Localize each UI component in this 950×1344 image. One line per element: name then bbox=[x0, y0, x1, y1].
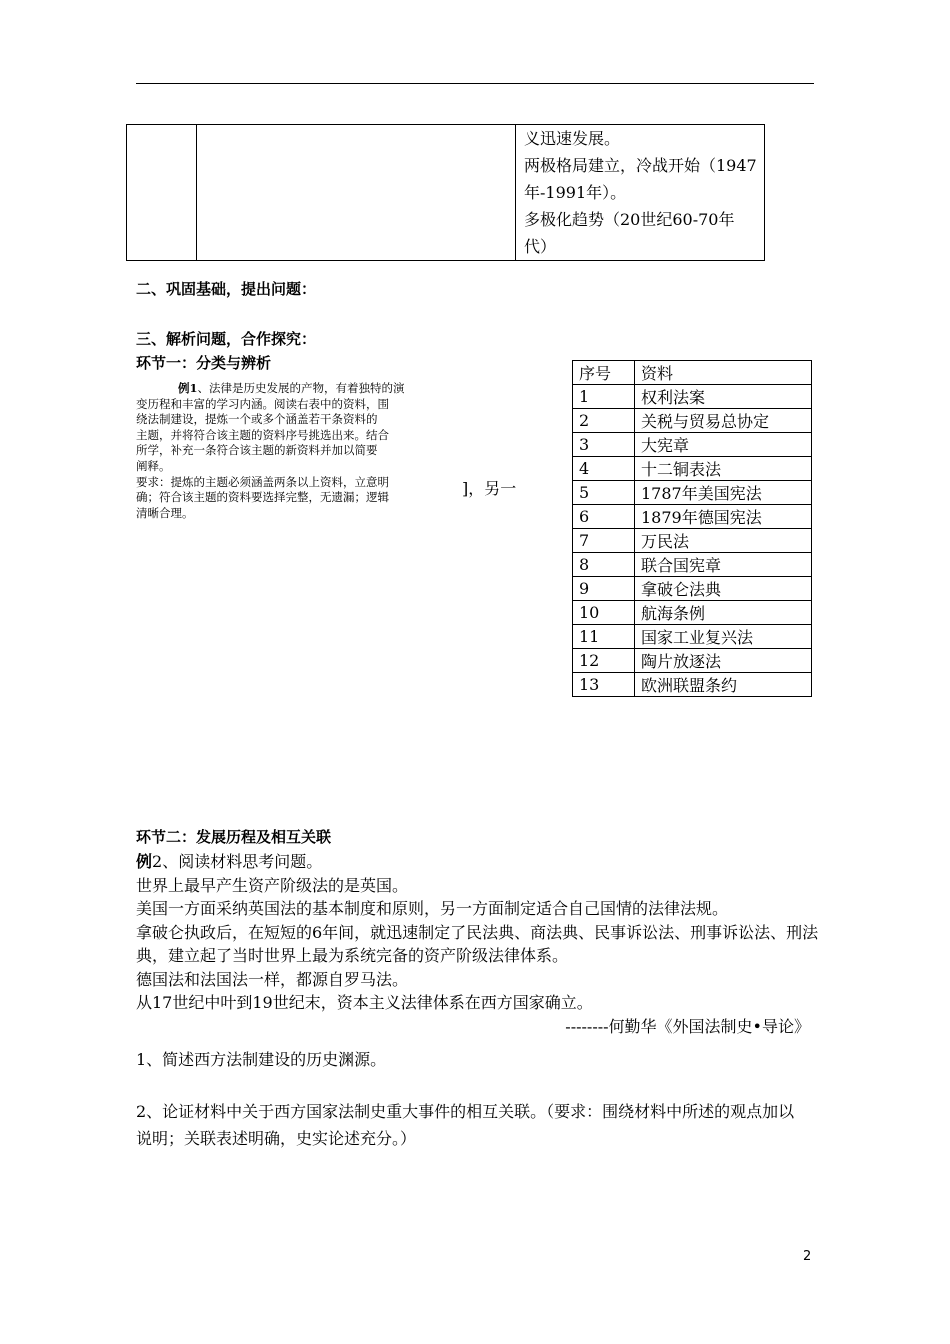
page-number: 2 bbox=[803, 1249, 812, 1264]
materials-header-material: 资料 bbox=[635, 361, 812, 385]
example-2-label: 例 bbox=[136, 852, 153, 871]
example-1-line: 例1、法律是历史发展的产物，有着独特的演 bbox=[178, 381, 405, 395]
summary-cell-1 bbox=[127, 125, 197, 261]
table-row: 10 航海条例 bbox=[573, 601, 812, 625]
summary-line: 两极格局建立，冷战开始（1947 bbox=[524, 156, 757, 175]
materials-header-index: 序号 bbox=[573, 361, 635, 385]
section-heading-3: 三、解析问题，合作探究： bbox=[136, 330, 317, 348]
example-1-line: 要求：提炼的主题必须涵盖两条以上资料，立意明 bbox=[136, 474, 389, 489]
example-1-line: 变历程和丰富的学习内涵。阅读右表中的资料，围 bbox=[136, 396, 389, 411]
summary-cell-3 bbox=[516, 125, 765, 261]
material-line: 美国一方面采纳英国法的基本制度和原则，另一方面制定适合自己国情的法律法规。 bbox=[136, 899, 729, 918]
summary-line: 义迅速发展。 bbox=[524, 129, 621, 148]
material-source: --------何勤华《外国法制史•导论》 bbox=[565, 1016, 810, 1036]
example-2-block bbox=[136, 850, 819, 1038]
table-row: 2 关税与贸易总协定 bbox=[573, 409, 812, 433]
table-row: 3 大宪章 bbox=[573, 433, 812, 457]
summary-line: 年-1991年）。 bbox=[524, 183, 627, 202]
example-1-tail: ]，另一 bbox=[462, 479, 517, 498]
table-row: 9 拿破仑法典 bbox=[573, 577, 812, 601]
example-1-label: 例1 bbox=[178, 381, 198, 395]
material-line: 典，建立起了当时世界上最为系统完备的资产阶级法律体系。 bbox=[136, 946, 569, 965]
example-2-intro: 例2、阅读材料思考问题。 bbox=[136, 852, 323, 871]
link-heading-2: 环节二：发展历程及相互关联 bbox=[136, 828, 332, 846]
table-row: 12 陶片放逐法 bbox=[573, 649, 812, 673]
question-1: 1、简述西方法制建设的历史渊源。 bbox=[136, 1050, 387, 1069]
example-1-line: 阐释。 bbox=[136, 458, 171, 473]
example-1-line: 绕法制建设，提炼一个或多个涵盖若干条资料的 bbox=[136, 412, 378, 427]
example-1-line: 确；符合该主题的资料要选择完整，无遗漏；逻辑 bbox=[136, 490, 389, 505]
material-line: 拿破仑执政后，在短短的6年间，就迅速制定了民法典、商法典、民事诉讼法、刑事诉讼法、刑法 bbox=[136, 922, 819, 942]
table-row: 5 1787年美国宪法 bbox=[573, 481, 812, 505]
materials-header-row bbox=[573, 361, 812, 385]
example-1-line: 主题，并将符合该主题的资料序号挑选出来。结合 bbox=[136, 427, 389, 442]
summary-cell-2 bbox=[197, 125, 516, 261]
summary-line: 代） bbox=[524, 237, 557, 256]
example-1-text bbox=[136, 381, 458, 521]
example-1-line: 所学，补充一条符合该主题的新资料并加以简要 bbox=[136, 443, 378, 458]
summary-line: 多极化趋势（20世纪60-70年 bbox=[524, 210, 735, 229]
table-row: 13 欧洲联盟条约 bbox=[573, 673, 812, 697]
materials-table bbox=[572, 360, 812, 697]
table-row: 4 十二铜表法 bbox=[573, 457, 812, 481]
table-row: 6 1879年德国宪法 bbox=[573, 505, 812, 529]
question-2: 2、论证材料中关于西方国家法制史重大事件的相互关联。（要求：围绕材料中所述的观点加以 说明；关联表述明确，史实论述充分。） bbox=[136, 1102, 795, 1148]
example-1-line: 清晰合理。 bbox=[136, 505, 194, 520]
material-line: 世界上最早产生资产阶级法的是英国。 bbox=[136, 875, 409, 895]
table-row: 1 权利法案 bbox=[573, 385, 812, 409]
header-rule bbox=[136, 83, 814, 84]
link-heading-1: 环节一：分类与辨析 bbox=[136, 354, 272, 372]
table-row: 11 国家工业复兴法 bbox=[573, 625, 812, 649]
table-row: 7 万民法 bbox=[573, 529, 812, 553]
material-line: 德国法和法国法一样，都源自罗马法。 bbox=[136, 969, 409, 989]
summary-table bbox=[126, 124, 765, 261]
section-heading-2: 二、巩固基础，提出问题： bbox=[136, 280, 317, 298]
material-line: 从17世纪中叶到19世纪末，资本主义法律体系在西方国家确立。 bbox=[136, 993, 593, 1012]
table-row: 8 联合国宪章 bbox=[573, 553, 812, 577]
